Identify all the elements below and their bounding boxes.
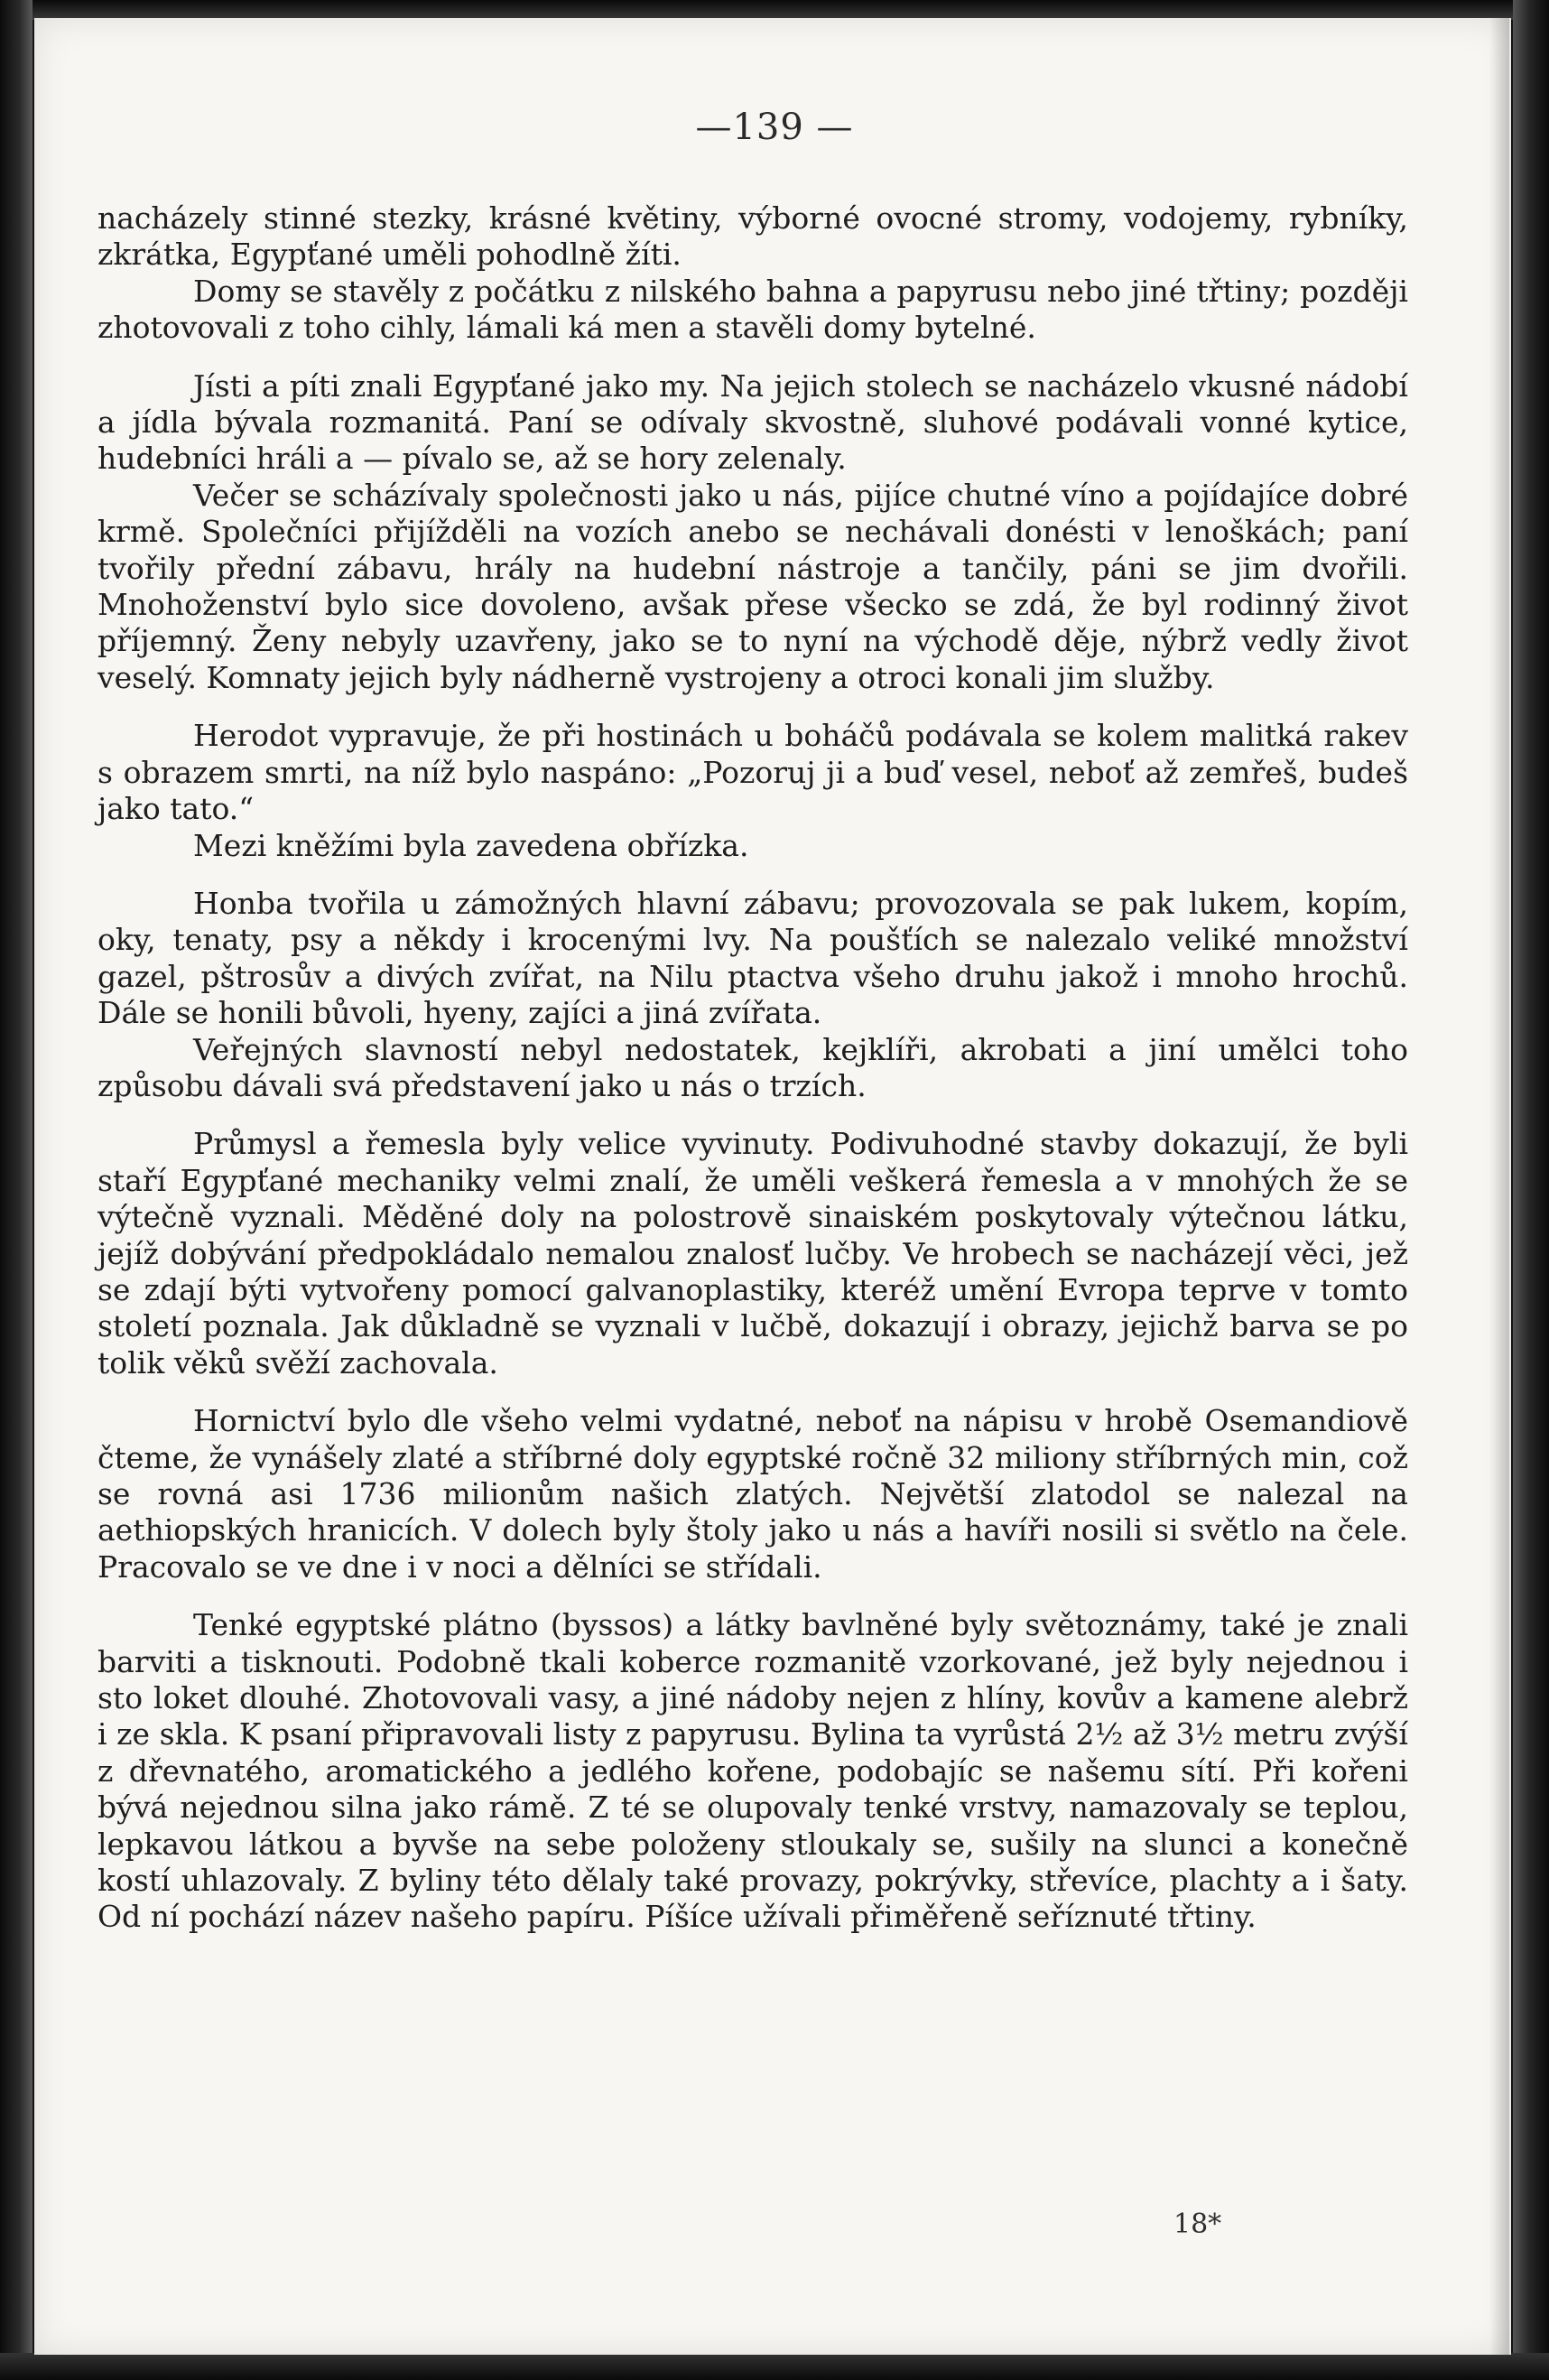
scan-edge-right [1513,0,1549,2380]
paragraph: Domy se stavěly z počátku z nilského bahna a papyrusu nebo jiné třtiny; později zhotovovali z toho cihly, lámali ká men a stavěli domy bytelné. [97,273,1408,346]
scan-edge-top [0,0,1549,20]
paragraph: Veřejných slavností nebyl nedostatek, kejklíři, akrobati a jiní umělci toho způsobu dávali svá představení jako u nás o trzích. [97,1031,1408,1103]
paragraph: Průmysl a řemesla byly velice vyvinuty. Podivuhodné stavby dokazují, že byli staří Egypťané mechaniky velmi znalí, že uměli veškerá řemesla a v mnohých že se výtečně vyznali. Měděné doly na polostrově sinaiském poskytovaly výtečnou látku, jejíž dobývání předpokládalo nemalou znalosť lučby. Ve hrobech se nacházejí věci, jež se zdají býti vytvořeny pomocí galvanoplastiky, kteréž umění Evropa teprve v tomto století poznala. Jak důkladně se vyznali v lučbě, dokazují i obrazy, jejichž barva se po tolik věků svěží zachovala. [97,1126,1408,1381]
scan-edge-bottom [0,2353,1549,2380]
body-text [97,200,1408,1936]
scan-edge-left [0,0,32,2380]
paragraph: Tenké egyptské plátno (byssos) a látky bavlněné byly světoznámy, také je znali barviti a tisknouti. Podobně tkali koberce rozmanitě vzorkované, jež byly nejednou i sto loket dlouhé. Zhotovovali vasy, a jiné nádoby nejen z hlíny, kovův a kamene alebrž i ze skla. K psaní připravovali listy z papyrusu. Bylina ta vyrůstá 2½ až 3½ metru zvýší z dřevnatého, aromatického a jedlého kořene, podobajíc se našemu sítí. Při kořeni bývá nejednou silna jako rámě. Z té se olupovaly tenké vrstvy, namazovaly se teplou, lepkavou látkou a byvše na sebe položeny stloukaly se, sušily na slunci a konečně kostí uhlazovaly. Z byliny této dělaly také provazy, pokrývky, střevíce, plachty a i šaty. Od ní pochází název našeho papíru. Píšíce užívali přiměřeně seříznuté třtiny. [97,1607,1408,1935]
paragraph: nacházely stinné stezky, krásné květiny, výborné ovocné stromy, vodojemy, rybníky, zkrátka, Egypťané uměli pohodlně žíti. [97,200,1408,273]
paragraph: Večer se scházívaly společnosti jako u nás, pijíce chutné víno a pojídajíce dobré krmě. Společníci přijížděli na vozích anebo se nechávali donésti v lenoškách; paní tvořily přední zábavu, hrály na hudební nástroje a tančily, páni se jim dvořili. Mnohoženství bylo sice dovoleno, avšak přese všecko se zdá, že byl rodinný život příjemný. Ženy nebyly uzavřeny, jako se to nyní na východě děje, nýbrž vedly život veselý. Komnaty jejich byly nádherně vystrojeny a otroci konali jim služby. [97,477,1408,695]
paragraph: Herodot vypravuje, že při hostinách u boháčů podávala se kolem malitká rakev s obrazem smrti, na níž bylo naspáno: „Pozoruj ji a buď vesel, neboť až zemřeš, budeš jako tato.“ [97,718,1408,827]
page-fold-shadow [1489,18,1509,2355]
paragraph: Hornictví bylo dle všeho velmi vydatné, neboť na nápisu v hrobě Osemandiově čteme, že vynášely zlaté a stříbrné doly egyptské ročně 32 miliony stříbrných min, což se rovná asi 1736 milionům našich zlatých. Největší zlatodol se nalezal na aethiopských hranicích. V dolech byly štoly jako u nás a havíři nosili si světlo na čele. Pracovalo se ve dne i v noci a dělníci se střídali. [97,1403,1408,1585]
printer-signature: 18* [1173,2208,1222,2240]
page-number: —139 — [695,107,854,148]
paragraph: Jísti a píti znali Egypťané jako my. Na jejich stolech se nacházelo vkusné nádobí a jídla bývala rozmanitá. Paní se odívaly skvostně, sluhové podávali vonné kytice, hudebníci hráli a — pívalo se, až se hory zelenaly. [97,367,1408,477]
paragraph: Mezi kněžími byla zavedena obřízka. [193,827,749,863]
paragraph: Honba tvořila u zámožných hlavní zábavu; provozovala se pak lukem, kopím, oky, tenaty, psy a někdy i krocenými lvy. Na poušťích se nalezalo veliké množství gazel, pštrosův a divých zvířat, na Nilu ptactva všeho druhu jakož i mnoho hrochů. Dále se honili bůvoli, hyeny, zajíci a jiná zvířata. [97,885,1408,1031]
